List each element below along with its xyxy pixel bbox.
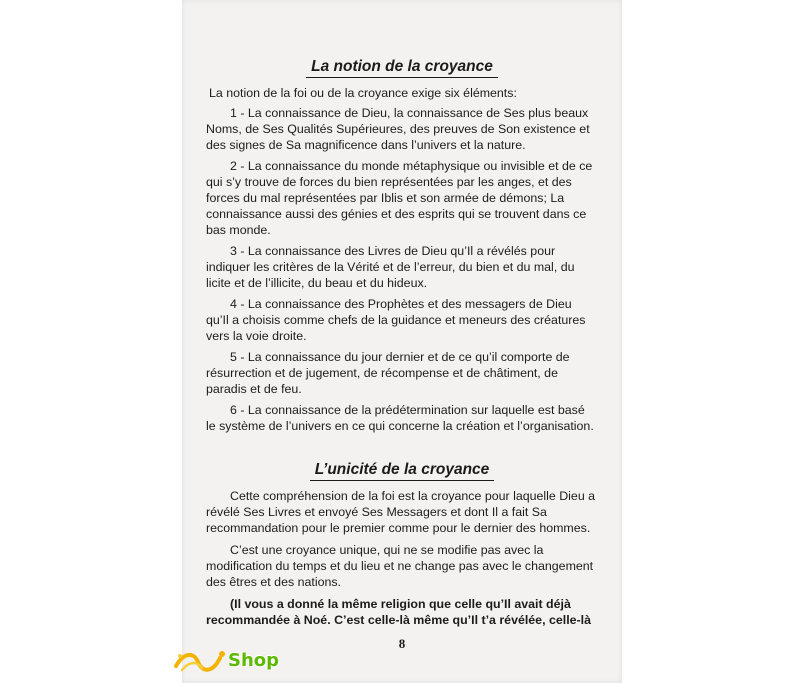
text-line: 5 - La connaissance du jour dernier et de ce qu’il comporte de [230,350,570,364]
swirl-logo-icon [172,644,232,678]
text-line: forces du mal représentées par Iblis et son armée de démons; La [206,191,565,205]
text-line: qu’Il a choisis comme chefs de la guidance et meneurs des créatures [206,313,586,327]
text-line: paradis et de feu. [206,382,302,396]
heading-notion: La notion de la croyance [306,58,498,78]
text-line: Noms, de Ses Qualités Supérieures, des preuves de Son existence et [206,122,590,136]
text-line: 3 - La connaissance des Livres de Dieu qu’Il a révélés pour [230,244,556,258]
text-line: C’est une croyance unique, qui ne se modifie pas avec la [230,543,544,557]
shop-logo [172,644,302,678]
text-line: des signes de Sa magnificence dans l’univers et la nature. [206,138,526,152]
text-line: 2 - La connaissance du monde métaphysique ou invisible et de ce [230,159,593,173]
heading-wrap-2 [182,461,622,481]
heading-unicite: L’unicité de la croyance [310,461,495,481]
page-number: 8 [398,636,406,651]
text-line: recommandation pour le premier comme pour le dernier des hommes. [206,521,591,535]
text-line: La notion de la foi ou de la croyance exige six éléments: [209,86,517,100]
text-line: bas monde. [206,223,271,237]
text-line: le système de l’univers en ce qui concerne la création et l’organisation. [206,419,594,433]
heading-wrap-1 [182,58,622,78]
book-page [182,0,622,683]
text-line: 1 - La connaissance de Dieu, la connaissance de Ses plus beaux [230,106,589,120]
text-line: 6 - La connaissance de la prédétermination sur laquelle est basé [230,403,585,417]
text-line: Cette compréhension de la foi est la croyance pour laquelle Dieu a [230,489,596,503]
text-line: indiquer les critères de la Vérité et de l’erreur, du bien et du mal, du [206,260,575,274]
text-line: licite et de l’illicite, du beau et du hideux. [206,276,428,290]
text-line: connaissance aussi des génies et des esprits qui se trouvent dans ce [206,207,587,221]
quote-line: (Il vous a donné la même religion que celle qu’Il avait déjà [230,597,571,611]
text-line: vers la voie droite. [206,329,307,343]
text-line: des êtres et des nations. [206,575,342,589]
text-line: modification du temps et du lieu et ne change pas avec le changement [206,559,594,573]
text-line: révélé Ses Livres et envoyé Ses Messagers et dont Il a fait Sa [206,505,547,519]
quote-line: recommandée à Noé. C’est celle-là même qu’Il t’a révélée, celle-là [206,613,591,627]
text-line: résurrection et de jugement, de récompense et de châtiment, de [206,366,558,380]
text-line: 4 - La connaissance des Prophètes et des messagers de Dieu [230,297,572,311]
text-line: qui s’y trouve de forces du bien représentées par les anges, et des [206,175,572,189]
logo-text: Shop [228,650,280,671]
